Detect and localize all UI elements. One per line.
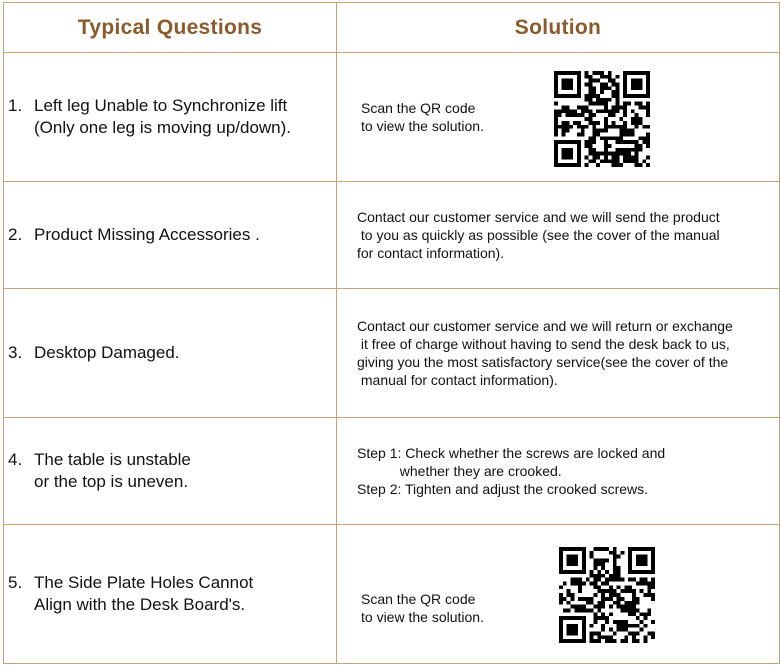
solution-text: for contact information). <box>357 245 505 261</box>
solution-text: Contact our customer service and we will return or exchange <box>357 318 733 334</box>
troubleshooting-table <box>3 2 780 664</box>
question-cell <box>4 418 337 525</box>
question-text: (Only one leg is moving up/down). <box>34 118 292 137</box>
question-text: Left leg Unable to Synchronize lift <box>34 96 288 115</box>
header-row <box>4 3 780 53</box>
solution-text: it free of charge without having to send the desk back to us, <box>357 336 730 352</box>
solution-text: Step 1: Check whether the screws are locked and <box>357 445 666 461</box>
table-row <box>4 53 780 182</box>
table-row <box>4 289 780 418</box>
solution-text: manual for contact information). <box>357 372 558 388</box>
qr-code-icon[interactable] <box>554 71 650 167</box>
solution-cell <box>337 525 780 664</box>
solution-text: whether they are crooked. <box>357 463 562 479</box>
question-cell <box>4 289 337 418</box>
solution-text: to view the solution. <box>361 118 484 134</box>
question-number: 3. <box>8 343 23 362</box>
question-text: The Side Plate Holes Cannot <box>34 573 254 592</box>
solution-text: to view the solution. <box>361 608 484 625</box>
solution-text: giving you the most satisfactory service(see the cover of the <box>357 354 729 370</box>
solution-text: Contact our customer service and we will send the product <box>357 209 720 225</box>
solution-text: Scan the QR code <box>361 590 476 607</box>
question-text: Desktop Damaged. <box>34 343 180 362</box>
question-number: 5. <box>8 573 23 592</box>
question-cell <box>4 182 337 289</box>
solution-cell <box>337 53 780 182</box>
solution-cell <box>337 289 780 418</box>
header-solution: Solution <box>337 3 780 53</box>
question-text: or the top is uneven. <box>34 472 189 491</box>
question-text: Align with the Desk Board's. <box>34 595 246 614</box>
solution-text: Scan the QR code <box>361 100 476 116</box>
solution-text: to you as quickly as possible (see the cover of the manual <box>357 227 720 243</box>
qr-code-icon[interactable] <box>559 547 655 643</box>
header-questions: Typical Questions <box>4 3 337 53</box>
question-text: Product Missing Accessories . <box>34 225 260 244</box>
question-cell <box>4 53 337 182</box>
solution-cell <box>337 418 780 525</box>
question-text: The table is unstable <box>34 450 191 469</box>
question-cell <box>4 525 337 664</box>
solution-cell <box>337 182 780 289</box>
table-row <box>4 525 780 664</box>
table-row <box>4 182 780 289</box>
question-number: 4. <box>8 450 23 469</box>
question-number: 1. <box>8 96 23 115</box>
table-row <box>4 418 780 525</box>
solution-text: Step 2: Tighten and adjust the crooked screws. <box>357 481 649 497</box>
question-number: 2. <box>8 225 23 244</box>
